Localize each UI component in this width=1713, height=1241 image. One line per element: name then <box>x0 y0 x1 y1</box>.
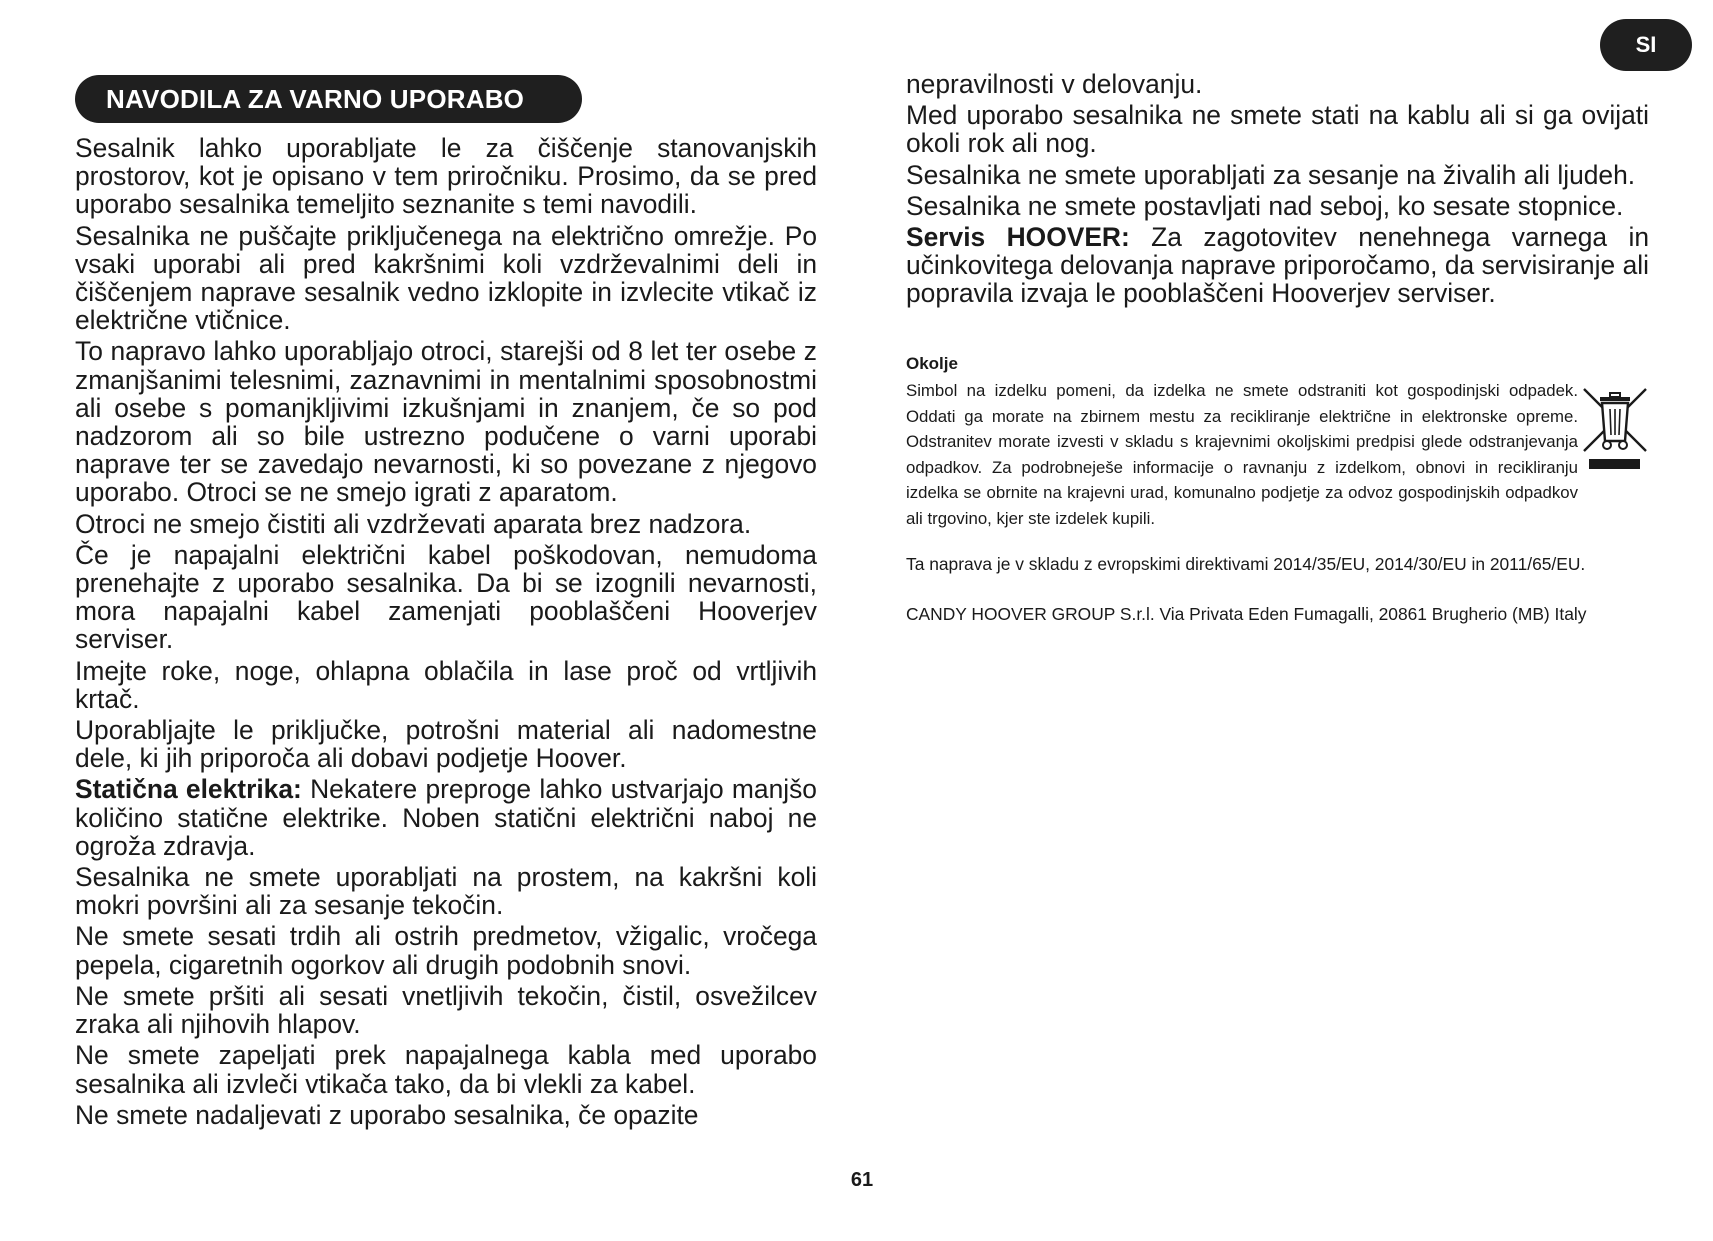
paragraph: Ne smete pršiti ali sesati vnetljivih tekočin, čistil, osvežilcev zraka ali njihovih hlapov. <box>75 980 817 1040</box>
paragraph: Ne smete zapeljati prek napajalnega kabla med uporabo sesalnika ali izvleči vtikača tako, da bi vlekli za kabel. <box>75 1040 817 1099</box>
crossed-out-wheelie-bin-icon <box>1582 385 1648 455</box>
paragraph: Ne smete nadaljevati z uporabo sesalnika, če opazite <box>75 1099 699 1130</box>
paragraph: Imejte roke, noge, ohlapna oblačila in lase proč od vrtljivih krtač. <box>75 655 817 714</box>
paragraph: To napravo lahko uporabljajo otroci, starejši od 8 let ter osebe z zmanjšanimi telesnimi, zaznavnimi in mentalnimi sposobnostmi ali osebe s pomanjkljivimi izkušnjami in znanjem, če so pod nadzorom ali so bile ustrezno podučene o varni uporabi naprave ter se zavedajo nevarnosti, ki so povezane z njegovo uporabo. Otroci se ne smejo igrati z aparatom. <box>75 336 817 508</box>
paragraph: Ne smete sesati trdih ali ostrih predmetov, vžigalic, vročega pepela, cigaretnih ogorkov ali drugih podobnih snovi. <box>75 921 817 980</box>
page-number: 61 <box>850 1169 874 1191</box>
paragraph: Med uporabo sesalnika ne smete stati na kablu ali si ga ovijati okoli rok ali nog. <box>906 100 1649 159</box>
environment-text: Simbol na izdelku pomeni, da izdelka ne smete odstraniti kot gospodinjski odpadek. Oddati ga morate na zbirnem mestu za recikliranje električne in elektronske opreme. Odstranitev morate izvesti v skladu s krajevnimi okoljskimi predpisi glede odstranjevanja odpadkov. Za podrobneješe informacije o ravnanju z izdelkom, obnovi in recikliranju izdelka se obrnite na krajevni urad, komunalno podjetje za odvoz gospodinjskih odpadkov ali trgovino, kjer ste izdelek kupili. <box>906 381 1578 528</box>
paragraph <box>906 223 1649 308</box>
right-column <box>906 70 1649 311</box>
paragraph: Otroci ne smejo čistiti ali vzdrževati aparata brez nadzora. <box>75 508 752 539</box>
paragraph: Če je napajalni električni kabel poškodovan, nemudoma prenehajte z uporabo sesalnika. Da bi se izognili nevarnosti, mora napajalni kabel zamenjati pooblaščeni Hooverjev serviser. <box>75 539 817 655</box>
company-address: CANDY HOOVER GROUP S.r.l. Via Privata Eden Fumagalli, 20861 Brugherio (MB) Italy <box>906 604 1587 624</box>
paragraph: Sesalnika ne puščajte priključenega na električno omrežje. Po vsaki uporabi ali pred kakršnimi koli vzdrževalnimi deli in čiščenjem naprave sesalnik vedno izklopite in izvlecite vtikač iz električne vtičnice. <box>75 220 817 336</box>
paragraph: Sesalnik lahko uporabljate le za čiščenje stanovanjskih prostorov, kot je opisano v tem priročniku. Prosimo, da se pred uporabo sesalnika temeljito seznanite s temi navodili. <box>75 133 817 220</box>
paragraph: Sesalnika ne smete uporabljati za sesanje na živalih ali ljudeh. <box>906 159 1636 190</box>
language-badge: SI <box>1600 19 1692 71</box>
left-column <box>75 134 817 1132</box>
static-electricity-text: Nekatere preproge lahko ustvarjajo manjšo količino statične elektrike. Noben statični električni naboj ne ogroža zdravja. <box>75 774 817 861</box>
eu-directive-statement: Ta naprava je v skladu z evropskimi direktivami 2014/35/EU, 2014/30/EU in 2011/65/EU. <box>906 554 1586 574</box>
hoover-service-label: Servis HOOVER: <box>906 222 1130 253</box>
separate-collection-bar <box>1589 459 1640 469</box>
paragraph: Sesalnika ne smete uporabljati na prostem, na kakršni koli mokri površini ali za sesanje tekočin. <box>75 862 817 921</box>
hoover-service-text: Za zagotovitev nenehnega varnega in učinkovitega delovanja naprave priporočamo, da servisiranje ali popravila izvaja le pooblaščeni Hooverjev serviser. <box>906 222 1650 309</box>
paragraph: Uporabljajte le priključke, potrošni material ali nadomestne dele, ki jih priporoča ali dobavi podjetje Hoover. <box>75 715 817 774</box>
static-electricity-label: Statična elektrika: <box>75 774 302 805</box>
section-title: NAVODILA ZA VARNO UPORABO <box>75 75 582 123</box>
paragraph: nepravilnosti v delovanju. <box>906 69 1203 99</box>
environment-title: Okolje <box>906 354 958 373</box>
paragraph: Sesalnika ne smete postavljati nad seboj, ko sesate stopnice. <box>906 190 1624 221</box>
paragraph <box>75 775 817 860</box>
